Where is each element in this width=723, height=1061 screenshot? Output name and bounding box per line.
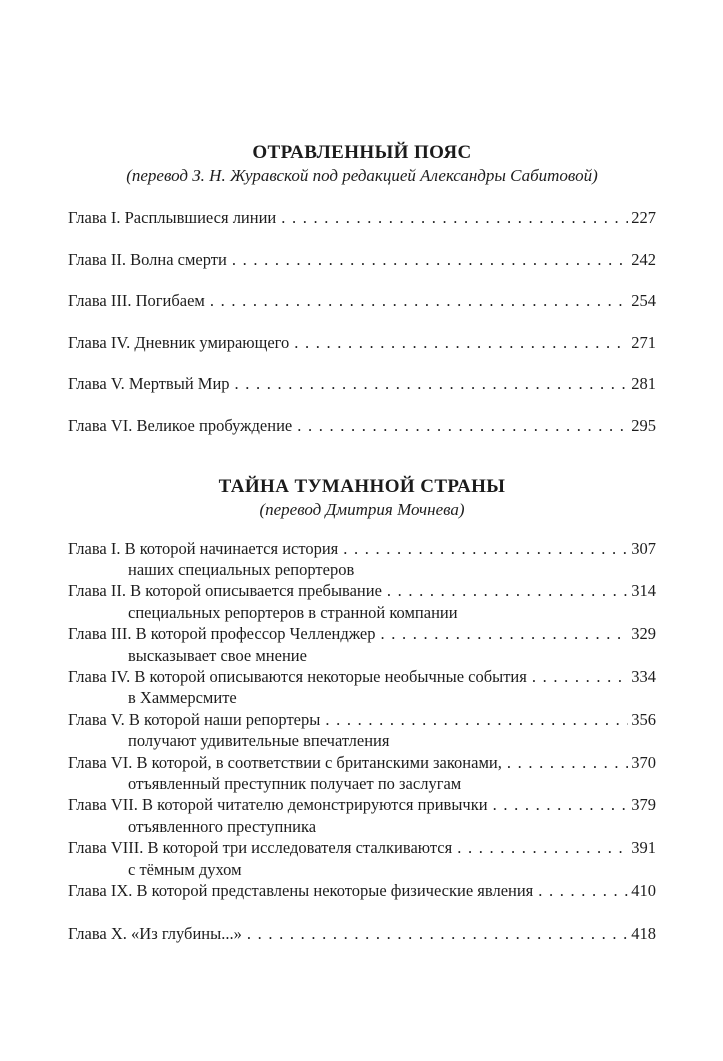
toc-entry xyxy=(68,416,656,436)
toc-entry-label: Глава I. В которой начинается история xyxy=(68,538,339,558)
toc-entry-label: Глава III. В которой профессор Челленджер xyxy=(68,624,376,644)
section-subtitle: (перевод З. Н. Журавской под редакцией Александры Сабитовой) xyxy=(126,166,598,185)
toc-entry-label: Глава IV. Дневник умирающего xyxy=(68,332,290,352)
toc-entry-continuation: специальных репортеров в странной компании xyxy=(128,602,458,622)
dot-leader xyxy=(232,250,628,270)
toc-entry xyxy=(68,923,656,944)
toc-list xyxy=(68,208,656,436)
dot-leader xyxy=(210,291,628,311)
toc-entry xyxy=(68,623,656,666)
dot-leader xyxy=(457,837,628,858)
toc-entry-page: 307 xyxy=(631,538,656,558)
toc-entry-continuation: отъявленного преступника xyxy=(128,816,317,836)
dot-leader xyxy=(493,794,629,815)
toc-entry-label: Глава IX. В которой представлены некоторые физические явления xyxy=(68,881,534,900)
dot-leader xyxy=(343,538,628,559)
toc-entry-page: 391 xyxy=(631,838,656,858)
toc-entry-label: Глава VIII. В которой три исследователя сталкиваются xyxy=(68,838,453,858)
toc-entry xyxy=(68,837,656,880)
toc-entry xyxy=(68,709,656,752)
toc-entry-page: 410 xyxy=(631,881,656,900)
toc-entry-continuation: наших специальных репортеров xyxy=(128,559,355,579)
toc-entry xyxy=(68,291,656,311)
toc-entry-label: Глава III. Погибаем xyxy=(68,291,205,310)
toc-entry-page: 314 xyxy=(631,581,656,601)
toc-entry-label: Глава VI. Великое пробуждение xyxy=(68,415,293,435)
toc-entry-continuation: высказывает свое мнение xyxy=(128,645,307,665)
toc-entry-label: Глава X. «Из глубины...» xyxy=(68,923,242,943)
toc-entry xyxy=(68,250,656,270)
toc-entry-continuation: отъявленный преступник получает по заслугам xyxy=(128,773,462,793)
dot-leader xyxy=(381,623,629,644)
dot-leader xyxy=(387,580,628,601)
dot-leader xyxy=(235,374,629,394)
toc-entry-page: 295 xyxy=(631,415,656,435)
dot-leader xyxy=(507,752,628,773)
toc-entry-page: 329 xyxy=(631,624,656,644)
dot-leader xyxy=(294,333,628,353)
toc-entry-page: 418 xyxy=(631,923,656,943)
toc-entry-page: 281 xyxy=(631,374,656,393)
dot-leader xyxy=(325,709,628,730)
dot-leader xyxy=(247,923,628,944)
toc-entry-label: Глава VII. В которой читателю демонстрируются привычки xyxy=(68,795,488,815)
toc-entry-label: Глава V. В которой наши репортеры xyxy=(68,709,321,729)
toc-entry-page: 271 xyxy=(631,332,656,352)
toc-entry-label: Глава V. Мертвый Мир xyxy=(68,374,230,393)
toc-list xyxy=(68,538,656,945)
dot-leader xyxy=(538,880,628,901)
toc-entry-label: Глава VI. В которой, в соответствии с британскими законами, xyxy=(68,752,502,772)
section-title: ОТРАВЛЕННЫЙ ПОЯС xyxy=(252,142,472,163)
toc-section-land-of-mist xyxy=(68,477,656,945)
dot-leader xyxy=(297,416,628,436)
toc-entry xyxy=(68,333,656,353)
toc-entry xyxy=(68,208,656,228)
toc-entry-label: Глава I. Расплывшиеся линии xyxy=(68,208,277,227)
toc-entry xyxy=(68,794,656,837)
toc-entry xyxy=(68,666,656,709)
toc-entry-page: 370 xyxy=(631,752,656,772)
toc-entry-page: 254 xyxy=(631,291,656,310)
toc-entry-continuation: в Хаммерсмите xyxy=(128,688,237,708)
toc-entry-page: 227 xyxy=(631,208,656,227)
toc-entry-continuation: получают удивительные впечатления xyxy=(128,731,390,751)
toc-entry xyxy=(68,880,656,901)
toc-entry-label: Глава IV. В которой описываются некоторые необычные события xyxy=(68,666,527,686)
toc-section-poisoned-belt xyxy=(68,143,656,436)
section-title: ТАЙНА ТУМАННОЙ СТРАНЫ xyxy=(218,475,506,497)
dot-leader xyxy=(281,208,628,228)
toc-entry xyxy=(68,538,656,581)
toc-entry xyxy=(68,752,656,795)
toc-entry-page: 242 xyxy=(631,249,656,269)
toc-entry-continuation: с тёмным духом xyxy=(128,859,242,879)
toc-entry-page: 334 xyxy=(631,666,656,686)
toc-entry xyxy=(68,374,656,394)
toc-entry-page: 356 xyxy=(631,709,656,729)
dot-leader xyxy=(532,666,628,687)
section-subtitle: (перевод Дмитрия Мочнева) xyxy=(259,499,465,519)
toc-entry-page: 379 xyxy=(631,795,656,815)
toc-entry-label: Глава II. В которой описывается пребывание xyxy=(68,581,382,601)
toc-entry-label: Глава II. Волна смерти xyxy=(68,249,227,269)
toc-entry xyxy=(68,580,656,623)
